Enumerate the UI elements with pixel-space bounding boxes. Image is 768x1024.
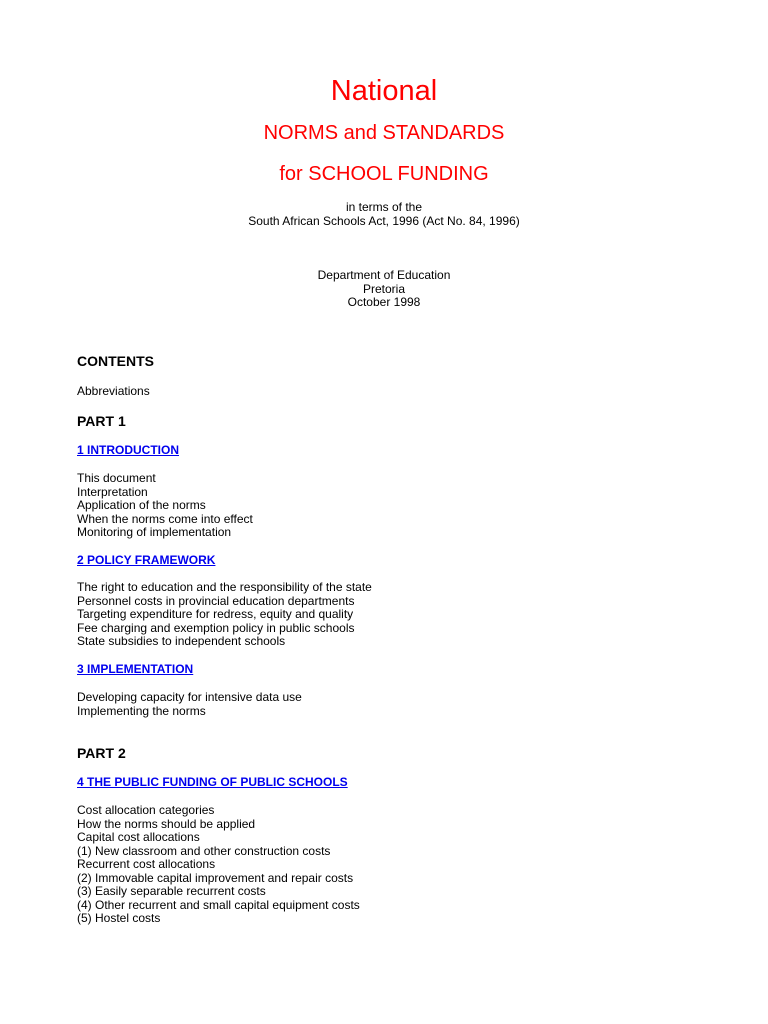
part2-heading: PART 2	[77, 745, 126, 761]
publication-date: October 1998	[347, 295, 421, 309]
section-link-implementation[interactable]: 3 IMPLEMENTATION	[77, 662, 194, 676]
list-item: The right to education and the responsibility of the state	[77, 580, 372, 594]
list-item: How the norms should be applied	[77, 816, 256, 831]
list-item: Targeting expenditure for redress, equity and quality	[77, 607, 354, 621]
department-name: Department of Education	[317, 268, 451, 282]
policy-framework-items	[77, 581, 372, 649]
publisher-block	[0, 269, 768, 310]
list-item: (1) New classroom and other construction costs	[77, 843, 331, 858]
section-link-policy-framework[interactable]: 2 POLICY FRAMEWORK	[77, 553, 216, 567]
section-link-introduction[interactable]: 1 INTRODUCTION	[77, 443, 179, 457]
city-name: Pretoria	[362, 281, 406, 296]
document-subtitle-norms: NORMS and STANDARDS	[263, 122, 505, 144]
list-item: (2) Immovable capital improvement and repair costs	[77, 870, 354, 885]
list-item: Recurrent cost allocations	[77, 857, 216, 871]
list-item: Cost allocation categories	[77, 803, 215, 817]
introduction-items	[77, 472, 253, 540]
list-item: (4) Other recurrent and small capital equipment costs	[77, 897, 360, 912]
list-item: When the norms come into effect	[77, 511, 253, 526]
list-item: Fee charging and exemption policy in public schools	[77, 620, 355, 635]
intro-line: in terms of the	[345, 200, 423, 214]
contents-heading: CONTENTS	[77, 353, 154, 369]
list-item: Implementing the norms	[77, 703, 206, 718]
list-item: Interpretation	[77, 484, 148, 499]
document-title: National	[330, 75, 438, 107]
public-funding-items	[77, 804, 360, 926]
act-line: South African Schools Act, 1996 (Act No. 84, 1996)	[248, 213, 520, 228]
list-item: Capital cost allocations	[77, 830, 200, 844]
list-item: This document	[77, 471, 156, 485]
list-item: Personnel costs in provincial education departments	[77, 593, 355, 608]
implementation-items	[77, 691, 302, 718]
part1-heading: PART 1	[77, 413, 126, 429]
list-item: Developing capacity for intensive data use	[77, 690, 302, 704]
act-reference	[0, 201, 768, 228]
list-item: (3) Easily separable recurrent costs	[77, 884, 266, 898]
document-subtitle-funding: for SCHOOL FUNDING	[279, 163, 489, 185]
list-item: Monitoring of implementation	[77, 525, 232, 539]
section-link-public-funding[interactable]: 4 THE PUBLIC FUNDING OF PUBLIC SCHOOLS	[77, 775, 348, 789]
list-item: State subsidies to independent schools	[77, 634, 286, 648]
list-item: (5) Hostel costs	[77, 911, 161, 925]
list-item: Application of the norms	[77, 498, 206, 512]
abbreviations-entry: Abbreviations	[77, 384, 150, 398]
